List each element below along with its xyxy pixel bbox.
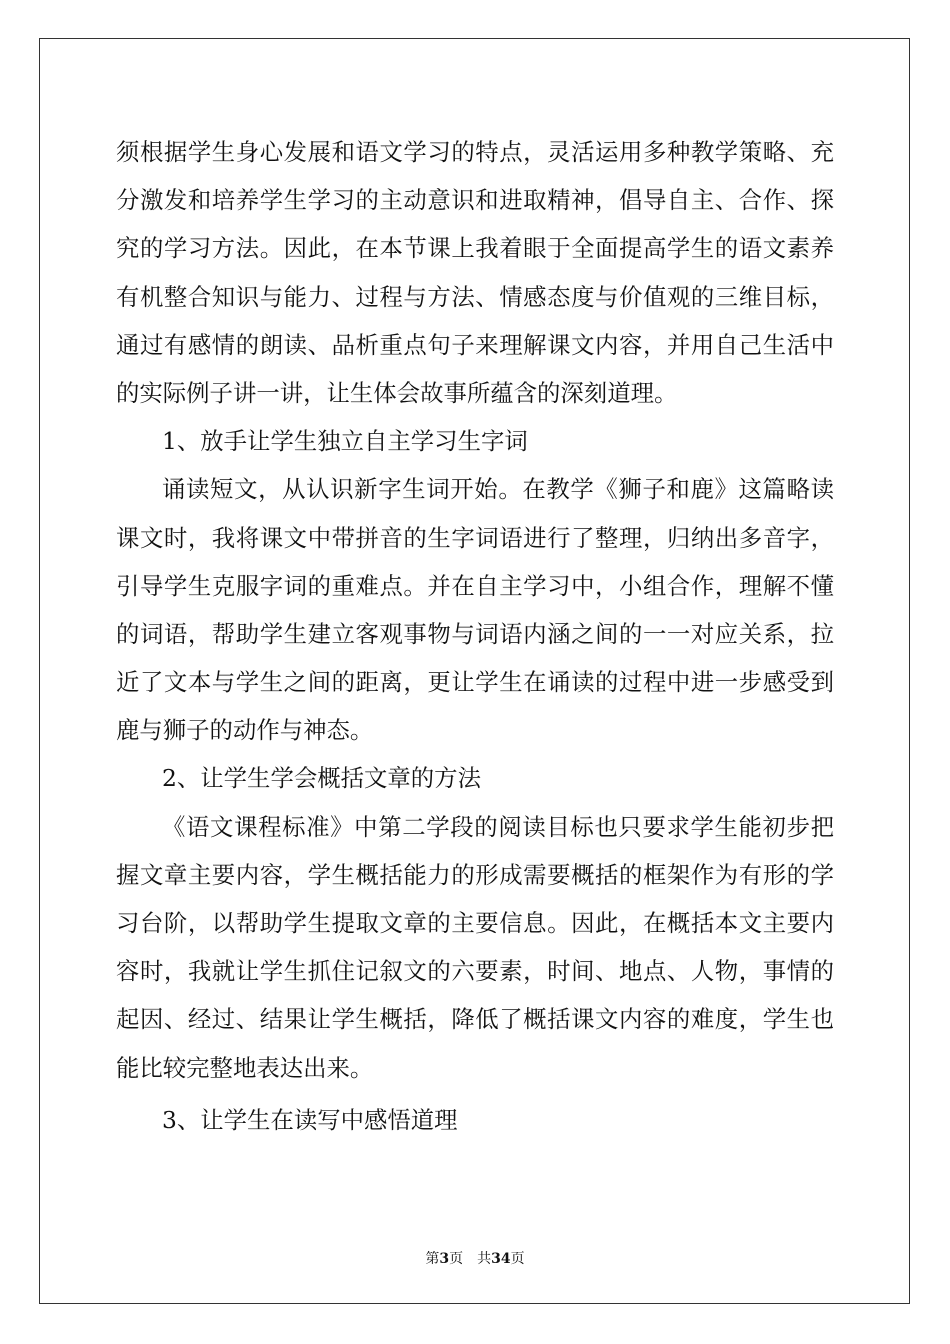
section-heading — [116, 417, 834, 465]
text-line: 容时，我就让学生抓住记叙文的六要素，时间、地点、人物，事情的 — [116, 957, 834, 986]
heading-text: 2、让学生学会概括文章的方法 — [162, 764, 481, 793]
section-heading — [116, 1096, 834, 1144]
text-line: 须根据学生身心发展和语文学习的特点，灵活运用多种教学策略、充 — [116, 138, 834, 166]
page-prefix: 第 — [425, 1251, 440, 1267]
text-line: 《语文课程标准》中第二学段的阅读目标也只要求学生能初步把 — [162, 812, 834, 841]
text-line: 鹿与狮子的动作与神态。 — [116, 716, 374, 745]
paragraph — [116, 465, 834, 754]
text-line: 的词语，帮助学生建立客观事物与词语内涵之间的一一对应关系，拉 — [116, 619, 834, 648]
page-total: 34 — [491, 1251, 511, 1267]
text-line: 引导学生克服字词的重难点。并在自主学习中，小组合作，理解不懂 — [116, 571, 834, 600]
total-prefix: 共 — [477, 1251, 492, 1267]
text-line: 诵读短文，从认识新字生词开始。在教学《狮子和鹿》这篇略读 — [162, 475, 834, 504]
page-suffix: 页 — [449, 1251, 464, 1267]
text-line: 起因、经过、结果让学生概括，降低了概括课文内容的难度，学生也 — [116, 1005, 834, 1034]
text-line: 能比较完整地表达出来。 — [116, 1053, 374, 1082]
text-line: 究的学习方法。因此，在本节课上我着眼于全面提高学生的语文素养 — [116, 234, 834, 263]
paragraph — [116, 128, 834, 417]
text-line: 通过有感情的朗读、品析重点句子来理解课文内容，并用自己生活中 — [116, 330, 834, 359]
text-line: 习台阶，以帮助学生提取文章的主要信息。因此，在概括本文主要内 — [116, 909, 834, 937]
text-line: 分激发和培养学生学习的主动意识和进取精神，倡导自主、合作、探 — [116, 186, 834, 215]
text-line: 课文时，我将课文中带拼音的生字词语进行了整理，归纳出多音字， — [116, 523, 834, 552]
text-line: 近了文本与学生之间的距离，更让学生在诵读的过程中进一步感受到 — [116, 668, 834, 697]
paragraph — [116, 803, 834, 1092]
page-number: 3 — [439, 1251, 450, 1267]
text-line: 握文章主要内容，学生概括能力的形成需要概括的框架作为有形的学 — [116, 860, 834, 889]
heading-text: 3、让学生在读写中感悟道理 — [162, 1105, 458, 1134]
section-heading — [116, 754, 834, 802]
document-body — [116, 128, 834, 1144]
text-line: 的实际例子讲一讲，让生体会故事所蕴含的深刻道理。 — [116, 378, 678, 407]
page-footer — [0, 1248, 950, 1268]
total-suffix: 页 — [510, 1251, 525, 1267]
heading-text: 1、放手让学生独立自主学习生字词 — [162, 427, 528, 456]
text-line: 有机整合知识与能力、过程与方法、情感态度与价值观的三维目标， — [116, 282, 834, 311]
